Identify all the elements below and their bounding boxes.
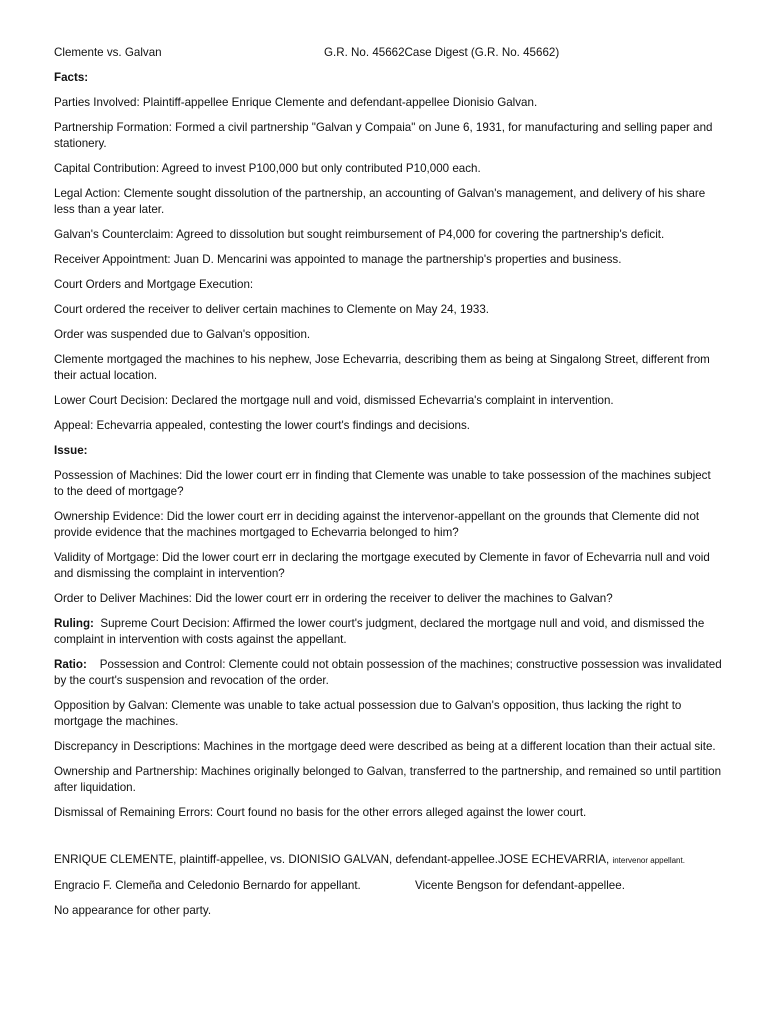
ratio-heading: Ratio: xyxy=(54,658,87,671)
ruling-text: Supreme Court Decision: Affirmed the lower court's judgment, declared the mortgage null and void, and dismissed the complaint in intervention with costs against the appellant. xyxy=(54,617,705,646)
parties-line xyxy=(54,852,722,869)
facts-item: Order was suspended due to Galvan's opposition. xyxy=(54,328,311,341)
parties-small: intervenor appellant. xyxy=(612,856,685,865)
issue-heading: Issue: xyxy=(54,444,88,457)
facts-item: Galvan's Counterclaim: Agreed to dissolution but sought reimbursement of P4,000 for covering the partnership's deficit. xyxy=(54,228,665,241)
facts-item: Appeal: Echevarria appealed, contesting the lower court's findings and decisions. xyxy=(54,419,470,432)
ratio-item: Discrepancy in Descriptions: Machines in the mortgage deed were described as being at a different location than their actual site. xyxy=(54,740,716,753)
case-title: Clemente vs. Galvan xyxy=(54,46,162,59)
facts-item: Capital Contribution: Agreed to invest P100,000 but only contributed P10,000 each. xyxy=(54,162,481,175)
facts-item: Clemente mortgaged the machines to his nephew, Jose Echevarria, describing them as being at Singalong Street, different from their actual location. xyxy=(54,353,710,382)
issue-item: Validity of Mortgage: Did the lower court err in declaring the mortgage executed by Clemente in favor of Echevarria null and void and dismissing the complaint in intervention? xyxy=(54,551,710,580)
document-header xyxy=(54,45,722,61)
counsel-appellant: Engracio F. Clemeña and Celedonio Bernardo for appellant. xyxy=(54,879,361,892)
case-number: G.R. No. 45662Case Digest (G.R. No. 45662) xyxy=(324,46,560,59)
facts-item: Parties Involved: Plaintiff-appellee Enrique Clemente and defendant-appellee Dionisio Galvan. xyxy=(54,96,538,109)
facts-item: Partnership Formation: Formed a civil partnership "Galvan y Compaia" on June 6, 1931, for manufacturing and selling paper and stationery. xyxy=(54,121,713,150)
facts-item: Court Orders and Mortgage Execution: xyxy=(54,278,254,291)
spacer xyxy=(54,830,722,852)
issue-item: Possession of Machines: Did the lower court err in finding that Clemente was unable to take possession of the machines subject to the deed of mortgage? xyxy=(54,469,711,498)
facts-heading: Facts: xyxy=(54,71,89,84)
issue-item: Order to Deliver Machines: Did the lower court err in ordering the receiver to deliver the machines to Galvan? xyxy=(54,592,613,605)
no-appearance: No appearance for other party. xyxy=(54,904,212,917)
facts-item: Legal Action: Clemente sought dissolution of the partnership, an accounting of Galvan's management, and delivery of his share less than a year later. xyxy=(54,187,706,216)
facts-item: Receiver Appointment: Juan D. Mencarini was appointed to manage the partnership's properties and business. xyxy=(54,253,622,266)
ruling-heading: Ruling: xyxy=(54,617,94,630)
ratio-text: Possession and Control: Clemente could not obtain possession of the machines; constructive possession was invalidated by the court's suspension and revocation of the order. xyxy=(54,658,722,687)
ratio-item: Dismissal of Remaining Errors: Court found no basis for the other errors alleged against the lower court. xyxy=(54,806,587,819)
ruling-paragraph xyxy=(54,616,722,648)
facts-item: Lower Court Decision: Declared the mortgage null and void, dismissed Echevarria's complaint in intervention. xyxy=(54,394,614,407)
facts-item: Court ordered the receiver to deliver certain machines to Clemente on May 24, 1933. xyxy=(54,303,489,316)
ratio-item: Opposition by Galvan: Clemente was unable to take actual possession due to Galvan's opposition, thus lacking the right to mortgage the machines. xyxy=(54,699,682,728)
counsel-defendant: Vicente Bengson for defendant-appellee. xyxy=(415,879,625,892)
counsel-line xyxy=(54,878,722,894)
ratio-paragraph xyxy=(54,657,722,689)
parties-main: ENRIQUE CLEMENTE, plaintiff-appellee, vs. DIONISIO GALVAN, defendant-appellee.JOSE ECHEVARRIA, xyxy=(54,853,610,866)
document-page xyxy=(54,45,722,928)
issue-item: Ownership Evidence: Did the lower court err in deciding against the intervenor-appellant on the grounds that Clemente did not provide evidence that the machines mortgaged to Echevarria belonged to him? xyxy=(54,510,700,539)
ratio-item: Ownership and Partnership: Machines originally belonged to Galvan, transferred to the partnership, and remained so until partition after liquidation. xyxy=(54,765,722,794)
